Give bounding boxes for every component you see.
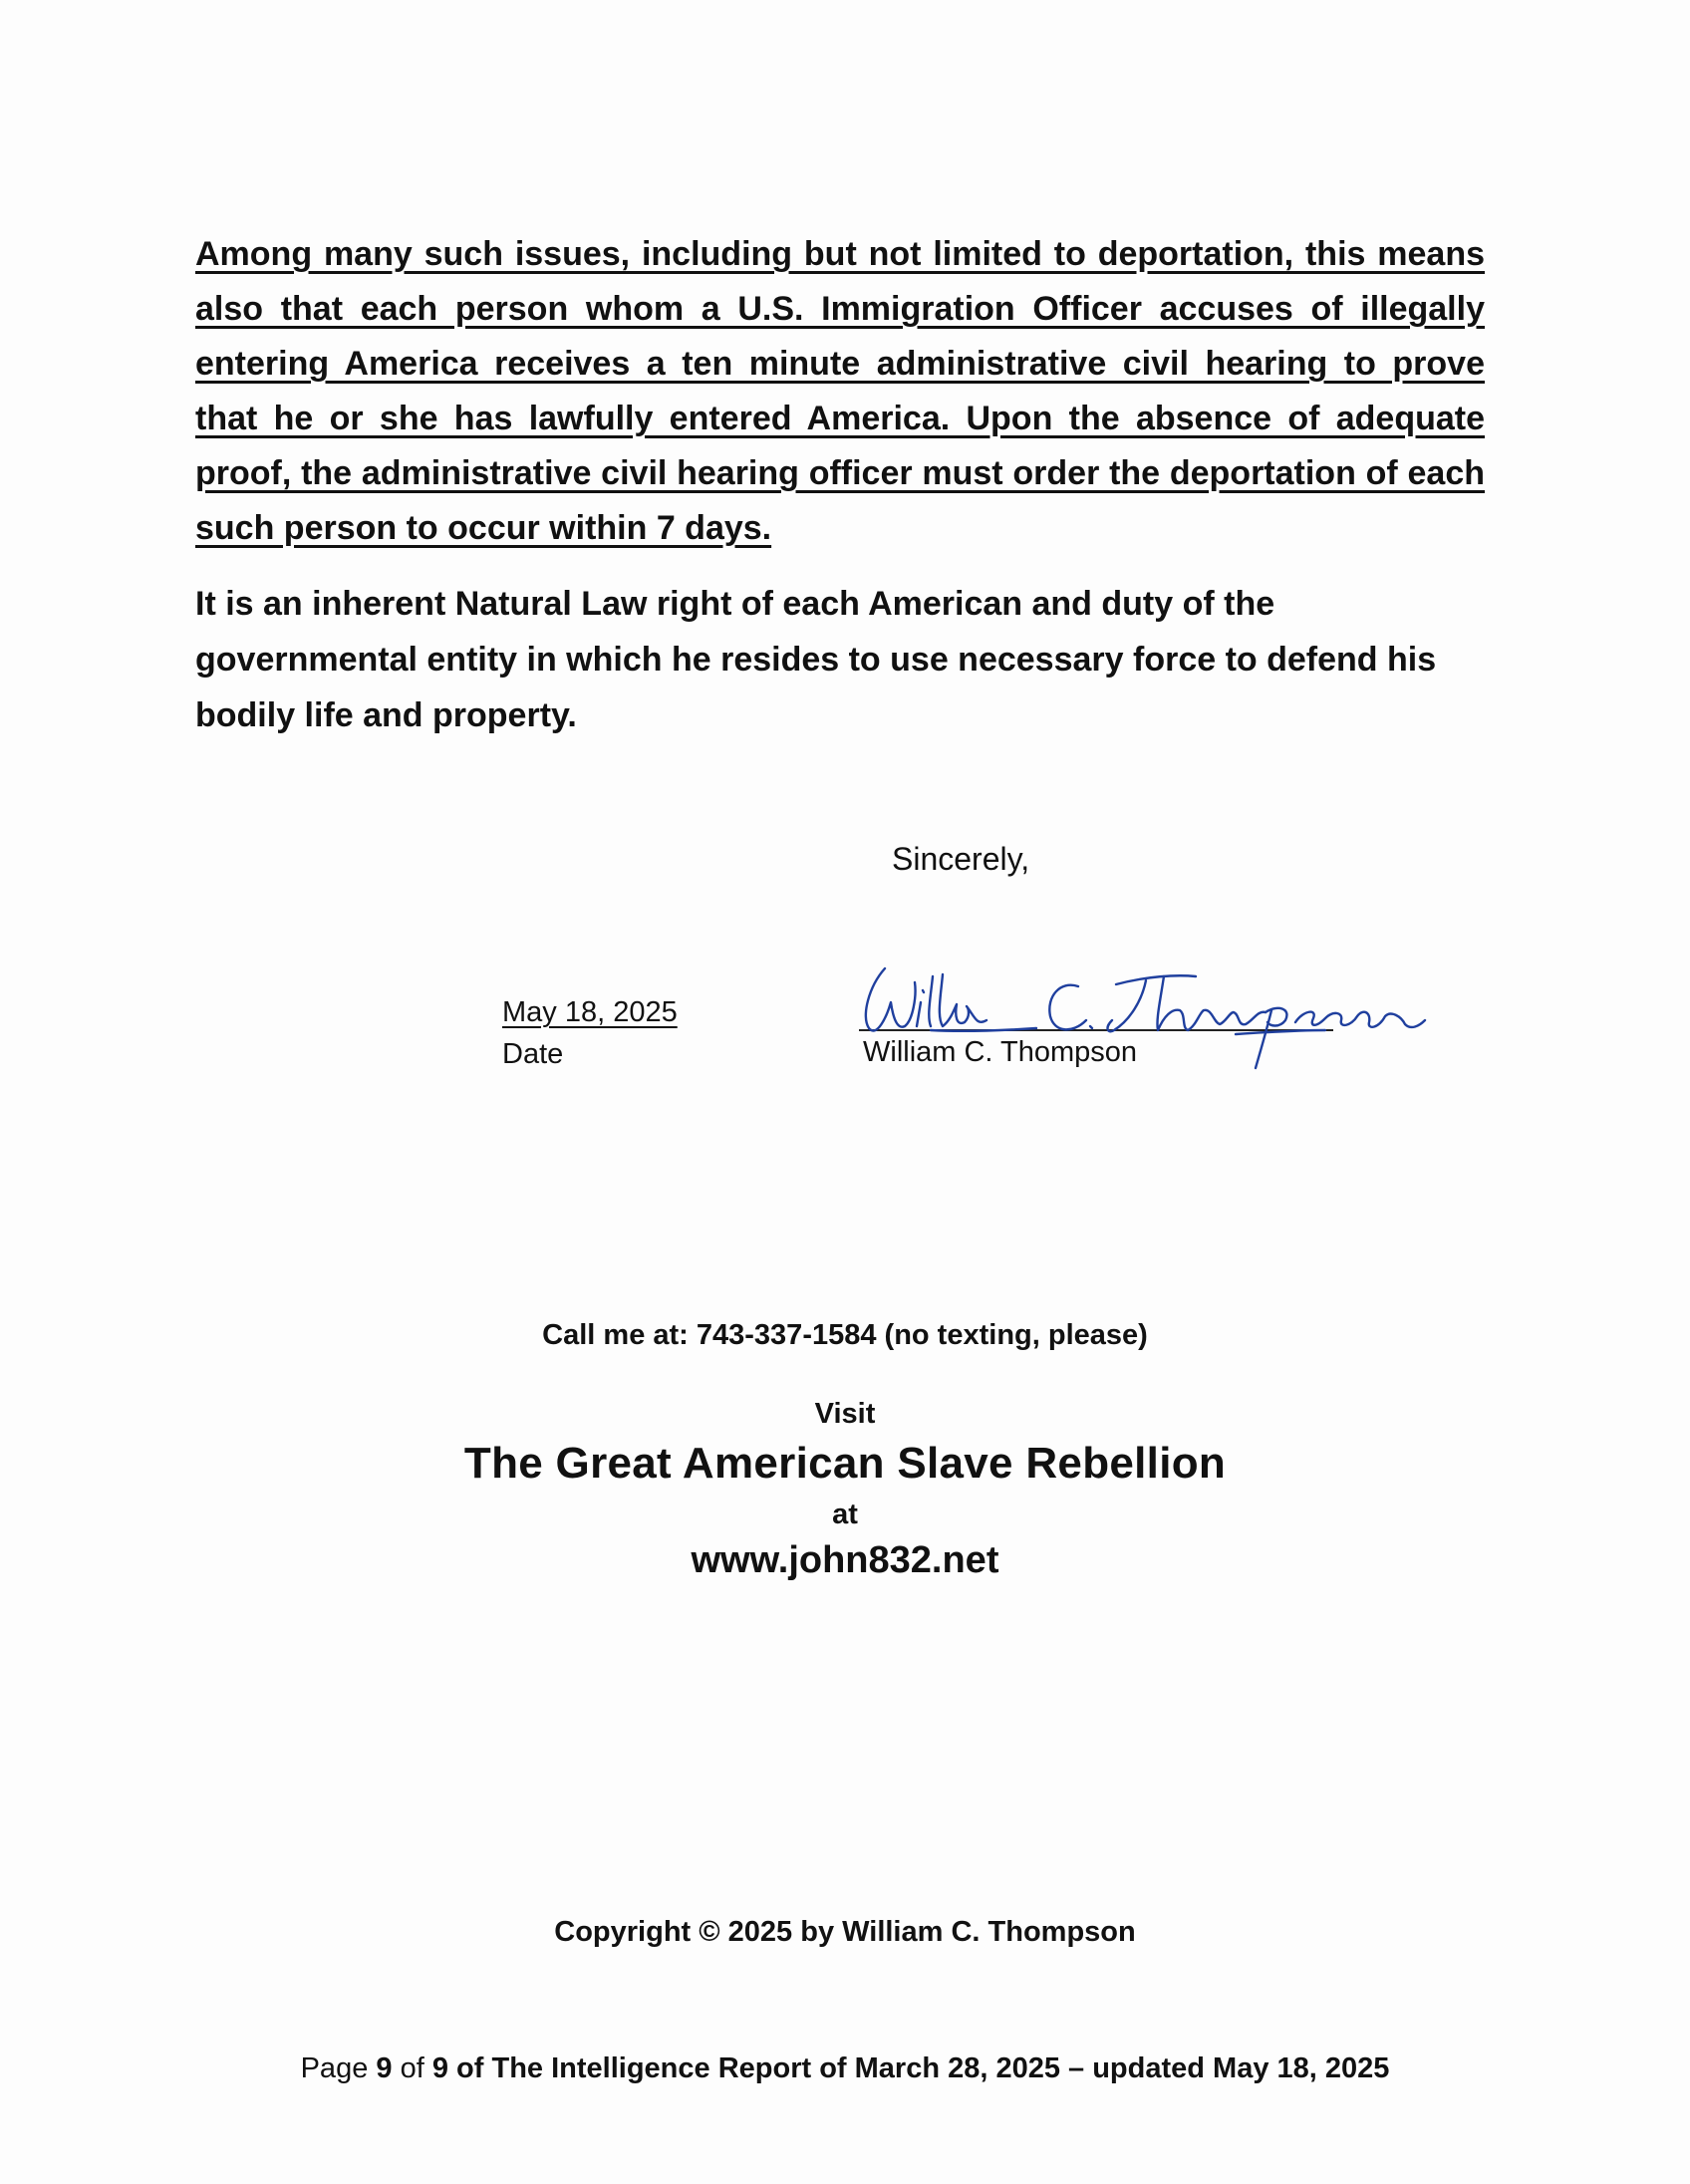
deportation-paragraph: Among many such issues, including but not limited to deportation, this means also that each person whom a U.S. Immigration Officer accuses of illegally entering America receives a ten minute administrative civil hearing to prove that he or she has lawfully entered America. Upon the absence of adequate proof, the administrative civil hearing officer must order the deportation of each such person to occur within 7 days. (195, 235, 1485, 547)
signature-date: May 18, 2025 (502, 996, 678, 1028)
footer-page-number: 9 (376, 2052, 393, 2084)
visit-label: Visit (814, 1398, 876, 1430)
date-label: Date (502, 1038, 564, 1070)
natural-law-paragraph: It is an inherent Natural Law right of each American and duty of the governmental entity in which he resides to use necessary force to defend his bodily life and property. (195, 585, 1437, 734)
footer-of-word: of (400, 2052, 424, 2084)
at-label: at (832, 1499, 858, 1530)
page-footer (0, 2052, 1690, 2085)
website-link[interactable]: www.john832.net (691, 1539, 999, 1581)
phone-contact: Call me at: 743-337-1584 (no texting, please) (542, 1319, 1148, 1351)
footer-page-total: 9 (431, 2052, 448, 2084)
footer-title: of The Intelligence Report of March 28, 2025 – updated May 18, 2025 (456, 2052, 1390, 2084)
closing-salutation: Sincerely, (892, 841, 1030, 877)
copyright-notice: Copyright © 2025 by William C. Thompson (554, 1916, 1136, 1948)
footer-page-word: Page (300, 2052, 369, 2084)
signer-name: William C. Thompson (863, 1036, 1138, 1068)
site-title: The Great American Slave Rebellion (463, 1439, 1227, 1488)
